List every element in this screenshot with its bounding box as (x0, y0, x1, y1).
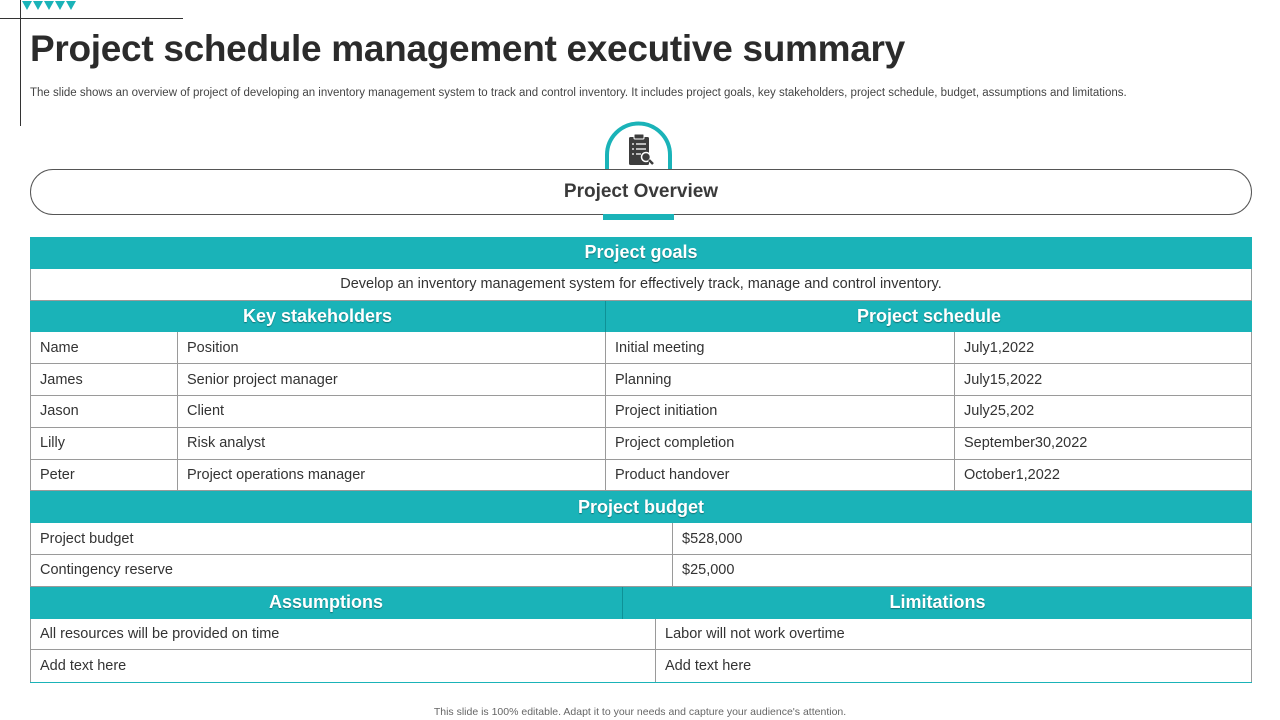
summary-table (30, 237, 1252, 683)
stakeholder-name: Name (30, 332, 177, 364)
assumption-item: Add text here (30, 650, 655, 682)
schedule-milestone: Planning (605, 364, 954, 396)
schedule-date: July1,2022 (954, 332, 1252, 364)
goals-header-row (30, 237, 1252, 269)
limitation-item: Add text here (655, 650, 1252, 682)
budget-item: Project budget (30, 523, 672, 555)
stakeholder-name: Jason (30, 396, 177, 428)
stakeholders-schedule-header-row (30, 301, 1252, 333)
assumptions-limitations-header-row (30, 587, 1252, 619)
goals-row (30, 269, 1252, 301)
budget-item: Contingency reserve (30, 555, 672, 587)
budget-amount: $25,000 (672, 555, 1252, 587)
limitation-item: Labor will not work overtime (655, 619, 1252, 651)
table-row (30, 619, 1252, 651)
project-overview-banner: Project Overview (30, 169, 1252, 215)
schedule-milestone: Product handover (605, 460, 954, 492)
table-row (30, 523, 1252, 555)
triangle-pattern-icon (22, 1, 76, 10)
corner-decoration-line-horizontal (0, 18, 183, 19)
assumptions-header: Assumptions (30, 587, 622, 619)
schedule-date: July25,202 (954, 396, 1252, 428)
schedule-date: October1,2022 (954, 460, 1252, 492)
table-row (30, 460, 1252, 492)
assumption-item: All resources will be provided on time (30, 619, 655, 651)
table-row (30, 555, 1252, 587)
schedule-header: Project schedule (605, 301, 1252, 333)
page-subtitle: The slide shows an overview of project of developing an inventory management system to track and control inventory. It includes project goals, key stakeholders, project schedule, budget, assumptions and limitations. (30, 87, 1127, 99)
goals-text: Develop an inventory management system for effectively track, manage and control inventory. (30, 269, 1252, 301)
schedule-date: July15,2022 (954, 364, 1252, 396)
table-row (30, 332, 1252, 364)
schedule-milestone: Project initiation (605, 396, 954, 428)
schedule-milestone: Project completion (605, 428, 954, 460)
schedule-date: September30,2022 (954, 428, 1252, 460)
stakeholder-position: Position (177, 332, 605, 364)
stakeholder-name: James (30, 364, 177, 396)
limitations-header: Limitations (622, 587, 1252, 619)
stakeholder-name: Lilly (30, 428, 177, 460)
schedule-milestone: Initial meeting (605, 332, 954, 364)
stakeholder-position: Client (177, 396, 605, 428)
overview-accent-bar (603, 214, 674, 220)
stakeholder-name: Peter (30, 460, 177, 492)
stakeholders-header: Key stakeholders (30, 301, 605, 333)
table-row (30, 396, 1252, 428)
stakeholder-position: Risk analyst (177, 428, 605, 460)
corner-decoration-line-vertical (20, 0, 21, 126)
budget-amount: $528,000 (672, 523, 1252, 555)
budget-header: Project budget (30, 491, 1252, 523)
table-row (30, 428, 1252, 460)
stakeholder-position: Project operations manager (177, 460, 605, 492)
table-row (30, 364, 1252, 396)
table-row (30, 650, 1252, 682)
page-title: Project schedule management executive summary (30, 28, 905, 69)
stakeholder-position: Senior project manager (177, 364, 605, 396)
budget-header-row (30, 491, 1252, 523)
goals-header: Project goals (30, 237, 1252, 269)
footer-note: This slide is 100% editable. Adapt it to your needs and capture your audience's attention. (433, 706, 847, 718)
